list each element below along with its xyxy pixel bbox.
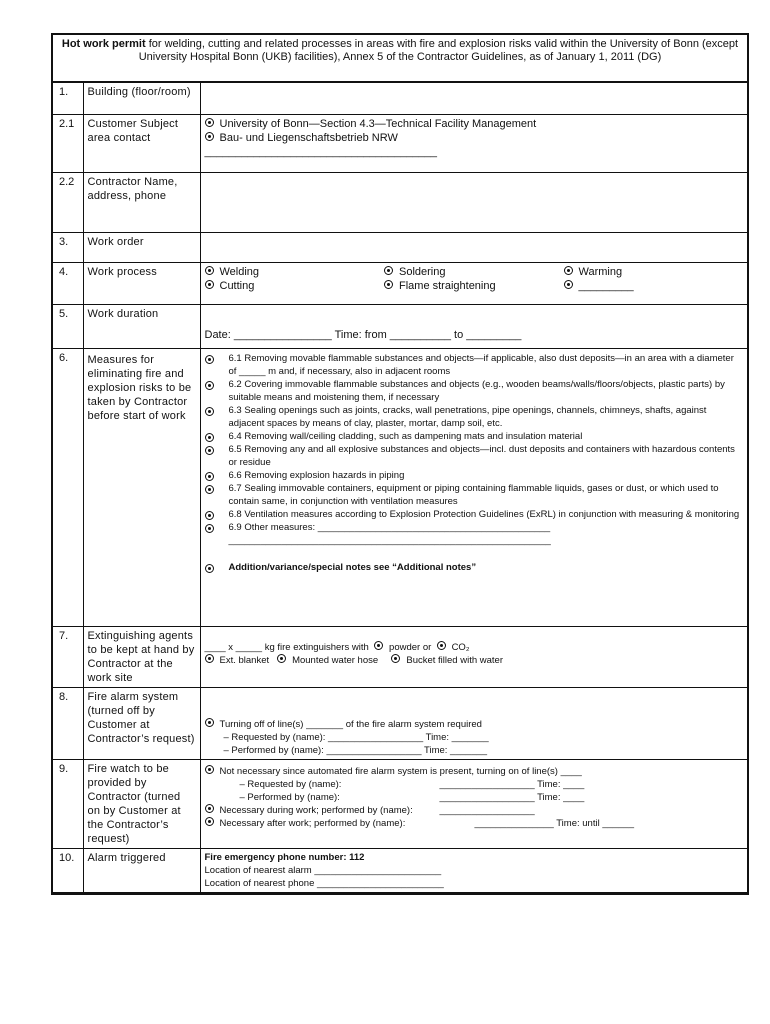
- radio-icon: [437, 641, 446, 650]
- note-text: Addition/variance/special notes see “Additional notes”: [228, 562, 477, 573]
- work-order-field[interactable]: [200, 233, 747, 263]
- customer-field: [200, 115, 747, 173]
- extinguisher-count[interactable]: ____ x _____ kg fire extinguishers with: [204, 642, 369, 653]
- option-other-process[interactable]: [564, 279, 744, 293]
- during-blank[interactable]: __________________: [439, 805, 535, 816]
- measure-item[interactable]: [205, 430, 744, 443]
- measure-text: 6.8 Ventilation measures according to Explosion Protection Guidelines (ExRL) in conjunction with measuring & monitoring: [228, 509, 740, 520]
- alarm-field: [200, 849, 747, 893]
- fire-watch-field: [200, 760, 747, 849]
- measure-text: 6.2 Covering immovable flammable substances and objects (e.g., wooden beams/walls/floors/objects, plastic parts) by suitable means and moistening them, if necessary: [228, 379, 725, 403]
- radio-icon: [205, 280, 214, 289]
- option-water-bucket[interactable]: [391, 654, 503, 667]
- form-title: Hot work permit: [61, 38, 146, 50]
- row-number: 3.: [53, 233, 83, 263]
- radio-icon: [205, 765, 214, 774]
- row-label: Fire watch to be provided by Contractor (turned on by Customer at the Contractor’s request): [83, 760, 200, 849]
- row-customer: [53, 115, 747, 173]
- measures-list: [200, 349, 747, 627]
- hot-work-permit-form: [51, 33, 749, 895]
- option-label: Warming: [578, 266, 623, 278]
- option-necessary-after[interactable]: [205, 817, 475, 830]
- option-powder[interactable]: [374, 641, 431, 654]
- form-header: [53, 35, 747, 82]
- row-fire-alarm: [53, 688, 747, 760]
- measure-text: 6.4 Removing wall/ceiling cladding, such as dampening mats and insulation material: [228, 431, 583, 442]
- duration-text[interactable]: Date: ________________ Time: from __________ to _________: [204, 329, 522, 341]
- option-label: Turning off of line(s) _______ of the fire alarm system required: [219, 719, 482, 730]
- radio-icon: [564, 266, 573, 275]
- option-label: Bucket filled with water: [406, 655, 503, 666]
- radio-icon: [205, 433, 214, 442]
- option-label: Welding: [219, 266, 260, 278]
- radio-icon: [277, 654, 286, 663]
- row-label: Work process: [83, 263, 200, 305]
- contractor-field[interactable]: [200, 173, 747, 233]
- option-water-hose[interactable]: [277, 654, 378, 667]
- radio-icon: [205, 355, 214, 364]
- option-ext-blanket[interactable]: [205, 654, 270, 667]
- row-label: Contractor Name, address, phone: [83, 173, 200, 233]
- option-soldering[interactable]: [384, 265, 564, 279]
- row-number: 7.: [53, 627, 83, 688]
- radio-icon: [384, 266, 393, 275]
- permit-table: [53, 82, 747, 893]
- option-welding[interactable]: [205, 265, 385, 279]
- option-co2[interactable]: [437, 641, 470, 654]
- option-label: Ext. blanket: [219, 655, 270, 666]
- radio-icon: [564, 280, 573, 289]
- performed-by-label: – Performed by (name):: [239, 792, 340, 803]
- measure-text: 6.5 Removing any and all explosive substances and objects—incl. dust deposits and containers with hazardous contents or residue: [228, 444, 735, 468]
- measure-item[interactable]: [205, 508, 744, 521]
- radio-icon: [391, 654, 400, 663]
- requested-by-blank[interactable]: __________________ Time: ____: [439, 779, 585, 790]
- measure-item[interactable]: [205, 352, 744, 378]
- option-turn-off-line[interactable]: [205, 718, 744, 731]
- row-number: 9.: [53, 760, 83, 849]
- radio-icon: [205, 654, 214, 663]
- radio-icon: [205, 407, 214, 416]
- work-process-options: [200, 263, 747, 305]
- option-label: Necessary after work; performed by (name):: [219, 818, 406, 829]
- measure-text: 6.1 Removing movable flammable substances and objects—if applicable, also dust deposits—in an area with a diameter of _____ m and, if necessary, also in adjacent rooms: [228, 353, 734, 377]
- row-label: Fire alarm system (turned off by Customer at Contractor’s request): [83, 688, 200, 760]
- row-work-process: [53, 263, 747, 305]
- emergency-phone: Fire emergency phone number: 112: [204, 852, 365, 863]
- requested-by-label: – Requested by (name):: [239, 779, 342, 790]
- extinguishing-options: [200, 627, 747, 688]
- nearest-alarm-line[interactable]: Location of nearest alarm ________________________: [204, 865, 442, 876]
- other-measures-blank[interactable]: _____________________________________________________________: [228, 535, 551, 546]
- row-label: Building (floor/room): [83, 83, 200, 115]
- additional-notes-item[interactable]: [205, 561, 744, 574]
- row-number: 1.: [53, 83, 83, 115]
- radio-icon: [205, 446, 214, 455]
- option-label: Soldering: [399, 266, 446, 278]
- radio-icon: [205, 266, 214, 275]
- row-number: 4.: [53, 263, 83, 305]
- row-number: 5.: [53, 305, 83, 349]
- row-fire-watch: [53, 760, 747, 849]
- measure-item[interactable]: [205, 482, 744, 508]
- option-cutting[interactable]: [205, 279, 385, 293]
- row-building: [53, 83, 747, 115]
- option-label: powder or: [389, 642, 432, 653]
- row-work-duration: [53, 305, 747, 349]
- performed-by-blank[interactable]: __________________ Time: ____: [439, 792, 585, 803]
- fire-alarm-field: [200, 688, 747, 760]
- row-number: 2.1: [53, 115, 83, 173]
- radio-icon: [205, 472, 214, 481]
- row-label: Work duration: [83, 305, 200, 349]
- measure-text: 6.6 Removing explosion hazards in piping: [228, 470, 405, 481]
- measure-text: 6.7 Sealing immovable containers, equipment or piping containing flammable liquids, gases or dust, or which used to contain same, in conjunction with ventilation measures: [228, 483, 719, 507]
- option-label: Flame straightening: [399, 280, 496, 292]
- measure-text: 6.9 Other measures: ____________________________________________: [228, 522, 551, 533]
- performed-by-line[interactable]: – Performed by (name): __________________ Time: _______: [223, 745, 488, 756]
- option-label: University of Bonn—Section 4.3—Technical Facility Management: [219, 118, 537, 130]
- measure-item[interactable]: [205, 469, 744, 482]
- row-label: Measures for eliminating fire and explosion risks to be taken by Contractor before start of work: [83, 349, 200, 627]
- row-number: 10.: [53, 849, 83, 893]
- option-not-necessary[interactable]: [205, 765, 744, 778]
- radio-icon: [205, 381, 214, 390]
- option-label: _________: [578, 280, 634, 292]
- option-label: CO₂: [451, 642, 470, 653]
- row-label: Customer Subject area contact: [83, 115, 200, 173]
- row-number: 6.: [53, 349, 83, 627]
- radio-icon: [205, 511, 214, 520]
- radio-icon: [205, 564, 214, 573]
- measure-text: 6.3 Sealing openings such as joints, cracks, wall penetrations, pipe openings, channels, chimneys, shafts, against adjacent spaces by means of clay, plaster, mortar, damp soil, etc.: [228, 405, 707, 429]
- radio-icon: [384, 280, 393, 289]
- row-label: Alarm triggered: [83, 849, 200, 893]
- option-flame-straightening[interactable]: [384, 279, 564, 293]
- measure-item[interactable]: [205, 521, 744, 534]
- radio-icon: [205, 118, 214, 127]
- option-warming[interactable]: [564, 265, 744, 279]
- measure-item[interactable]: [205, 378, 744, 404]
- option-necessary-during[interactable]: [205, 804, 440, 817]
- radio-icon: [205, 718, 214, 727]
- option-label: Mounted water hose: [292, 655, 379, 666]
- row-contractor: [53, 173, 747, 233]
- option-label: Cutting: [219, 280, 255, 292]
- building-field[interactable]: [200, 83, 747, 115]
- radio-icon: [374, 641, 383, 650]
- row-extinguishing: [53, 627, 747, 688]
- radio-icon: [205, 132, 214, 141]
- radio-icon: [205, 804, 214, 813]
- row-measures: [53, 349, 747, 627]
- row-number: 8.: [53, 688, 83, 760]
- option-blb[interactable]: [205, 131, 744, 145]
- form-title-description: for welding, cutting and related processes in areas with fire and explosion risks valid within the University of Bonn (except University Hospital Bonn (UKB) facilities), Annex 5 of the Contractor Guidelines, as of January 1, 2011 (DG): [138, 38, 739, 63]
- radio-icon: [205, 485, 214, 494]
- option-label: Not necessary since automated fire alarm system is present, turning on of line(s) ____: [219, 766, 582, 777]
- option-label: Necessary during work; performed by (name):: [219, 805, 413, 816]
- contact-blank[interactable]: ______________________________________: [204, 146, 437, 158]
- option-university[interactable]: [205, 117, 744, 131]
- row-work-order: [53, 233, 747, 263]
- option-label: Bau- und Liegenschaftsbetrieb NRW: [219, 132, 398, 144]
- work-duration-field: [200, 305, 747, 349]
- row-label: Work order: [83, 233, 200, 263]
- measure-item[interactable]: [205, 404, 744, 430]
- row-alarm-triggered: [53, 849, 747, 893]
- after-blank[interactable]: _______________ Time: until ______: [474, 818, 635, 829]
- radio-icon: [205, 817, 214, 826]
- measure-item[interactable]: [205, 443, 744, 469]
- nearest-phone-line[interactable]: Location of nearest phone ________________________: [204, 878, 444, 889]
- requested-by-line[interactable]: – Requested by (name): __________________ Time: _______: [223, 732, 489, 743]
- row-number: 2.2: [53, 173, 83, 233]
- radio-icon: [205, 524, 214, 533]
- row-label: Extinguishing agents to be kept at hand by Contractor at the work site: [83, 627, 200, 688]
